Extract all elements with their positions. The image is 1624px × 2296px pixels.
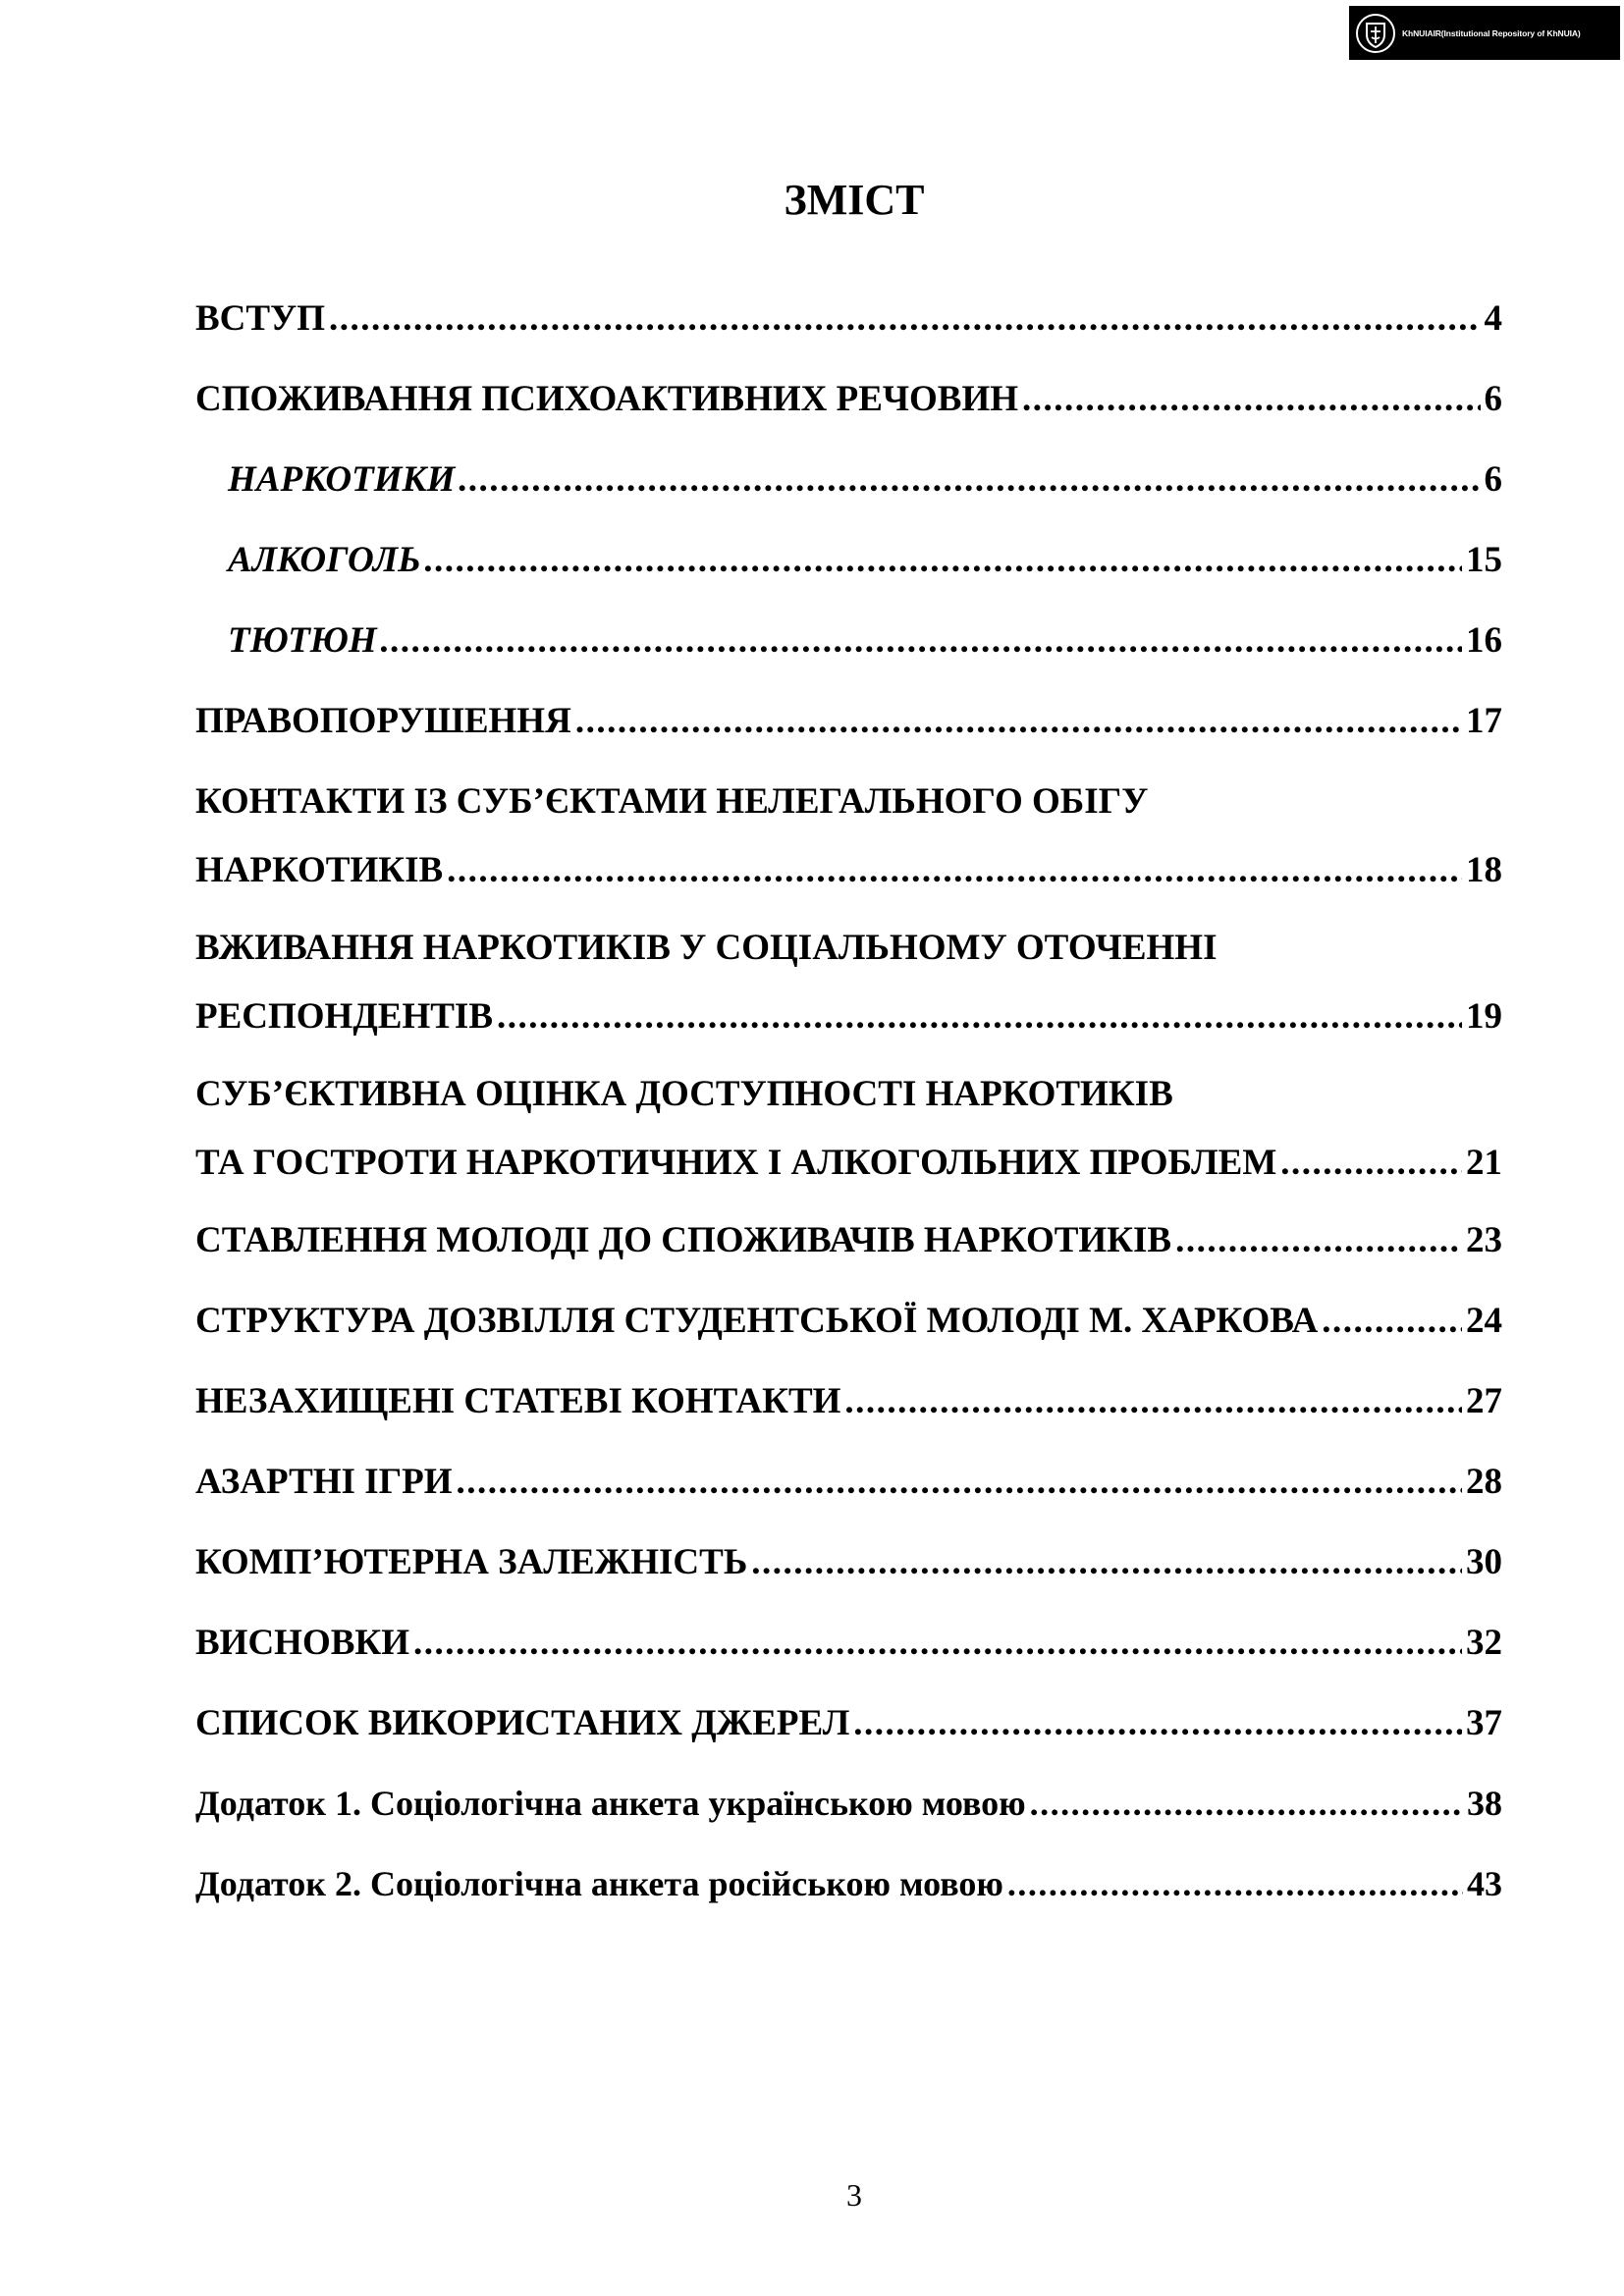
university-crest-icon	[1355, 13, 1396, 54]
toc-entry-label: АЛКОГОЛЬ	[228, 540, 421, 580]
toc-entry-page: 18	[1466, 850, 1502, 890]
toc-entry-page: 6	[1484, 459, 1502, 500]
toc-entry-conclusions[interactable]	[195, 1625, 1502, 1661]
toc-entry-label: Додаток 2. Соціологічна анкета російською мовою	[195, 1864, 1003, 1903]
toc-entry-label: ВСТУП	[195, 298, 326, 339]
dot-leader	[459, 461, 1480, 498]
toc-entry-label: ТА ГОСТРОТИ НАРКОТИЧНИХ І АЛКОГОЛЬНИХ ПРОБЛЕМ	[195, 1143, 1277, 1183]
toc-entry-page: 19	[1466, 996, 1502, 1037]
toc-entry-page: 32	[1466, 1623, 1502, 1663]
toc-entry-appendix-1[interactable]	[195, 1786, 1502, 1821]
toc-entry-page: 43	[1467, 1864, 1502, 1903]
toc-entry-page: 21	[1466, 1143, 1502, 1183]
toc-entry-offenses[interactable]	[195, 703, 1502, 739]
toc-entry-attitudes[interactable]	[195, 1222, 1502, 1258]
dot-leader	[575, 703, 1462, 739]
toc-entry-subjective-assessment[interactable]	[195, 1076, 1502, 1181]
toc-entry-label: СПИСОК ВИКОРИСТАНИХ ДЖЕРЕЛ	[195, 1703, 850, 1743]
toc-entry-label: СТРУКТУРА ДОЗВІЛЛЯ СТУДЕНТСЬКОЇ МОЛОДІ М. ХАРКОВА	[195, 1301, 1319, 1341]
toc-entry-label-line1: СУБ’ЄКТИВНА ОЦІНКА ДОСТУПНОСТІ НАРКОТИКІВ	[195, 1074, 1173, 1114]
dot-leader	[1175, 1222, 1462, 1258]
toc-entry-page: 16	[1466, 620, 1502, 661]
toc-entry-label: ТЮТЮН	[228, 620, 377, 661]
toc-entry-page: 38	[1467, 1784, 1502, 1823]
toc-entry-label: Додаток 1. Соціологічна анкета українською мовою	[195, 1784, 1026, 1823]
toc-entry-label: ПРАВОПОРУШЕННЯ	[195, 701, 571, 741]
toc-entry-label: НАРКОТИКИ	[228, 459, 456, 500]
dot-leader	[853, 1705, 1462, 1741]
toc-entry-page: 37	[1466, 1703, 1502, 1743]
toc-entry-label: НЕЗАХИЩЕНІ СТАТЕВІ КОНТАКТИ	[195, 1381, 841, 1421]
repository-badge	[1349, 6, 1620, 60]
page-number: 3	[846, 2177, 862, 2213]
repository-label: KhNUIAIR(Institutional Repository of KhNUIA)	[1402, 27, 1581, 38]
toc-entry-label: КОМП’ЮТЕРНА ЗАЛЕЖНІСТЬ	[195, 1542, 748, 1582]
dot-leader	[1007, 1866, 1463, 1901]
toc-entry-page: 27	[1466, 1381, 1502, 1421]
toc-entry-tobacco[interactable]	[228, 622, 1502, 659]
toc-entry-social-environment[interactable]	[195, 930, 1502, 1035]
dot-leader	[497, 998, 1462, 1035]
dot-leader	[1030, 1786, 1463, 1821]
dot-leader	[1322, 1303, 1462, 1339]
dot-leader	[329, 300, 1480, 337]
toc-entry-appendix-2[interactable]	[195, 1866, 1502, 1901]
dot-leader	[425, 542, 1462, 578]
toc-entry-label-line1: КОНТАКТИ ІЗ СУБ’ЄКТАМИ НЕЛЕГАЛЬНОГО ОБІГУ	[195, 781, 1149, 822]
dot-leader	[457, 1464, 1462, 1500]
toc-entry-label: РЕСПОНДЕНТІВ	[195, 996, 494, 1037]
toc-entry-page: 23	[1466, 1220, 1502, 1260]
toc-entry-references[interactable]	[195, 1705, 1502, 1741]
toc-entry-drugs[interactable]	[228, 461, 1502, 498]
dot-leader	[1022, 381, 1480, 417]
dot-leader	[751, 1544, 1462, 1580]
toc-entry-intro[interactable]	[195, 300, 1502, 337]
toc-entry-page: 4	[1484, 298, 1502, 339]
toc-entry-gambling[interactable]	[195, 1464, 1502, 1500]
toc-entry-unprotected-contacts[interactable]	[195, 1383, 1502, 1419]
dot-leader	[413, 1625, 1462, 1661]
toc-entry-label-line1: ВЖИВАННЯ НАРКОТИКІВ У СОЦІАЛЬНОМУ ОТОЧЕННІ	[195, 928, 1218, 968]
toc-entry-page: 30	[1466, 1542, 1502, 1582]
toc-entry-leisure[interactable]	[195, 1303, 1502, 1339]
toc-entry-label: ВИСНОВКИ	[195, 1623, 410, 1663]
toc-entry-label: НАРКОТИКІВ	[195, 850, 444, 890]
toc-entry-label: СПОЖИВАННЯ ПСИХОАКТИВНИХ РЕЧОВИН	[195, 379, 1019, 419]
toc-entry-page: 28	[1466, 1462, 1502, 1502]
dot-leader	[1280, 1145, 1462, 1181]
dot-leader	[381, 622, 1462, 659]
toc-entry-page: 6	[1484, 379, 1502, 419]
toc-entry-page: 17	[1466, 701, 1502, 741]
toc-entry-label: СТАВЛЕННЯ МОЛОДІ ДО СПОЖИВАЧІВ НАРКОТИКІВ	[195, 1220, 1172, 1260]
toc-entry-label: АЗАРТНІ ІГРИ	[195, 1462, 453, 1502]
toc-entry-page: 24	[1466, 1301, 1502, 1341]
toc-entry-computer-addiction[interactable]	[195, 1544, 1502, 1580]
dot-leader	[844, 1383, 1462, 1419]
toc-entry-page: 15	[1466, 540, 1502, 580]
dot-leader	[447, 852, 1462, 888]
toc-entry-alcohol[interactable]	[228, 542, 1502, 578]
toc-entry-contacts[interactable]	[195, 783, 1502, 888]
page-title: ЗМІСТ	[784, 176, 925, 224]
toc-entry-substance-use[interactable]	[195, 381, 1502, 417]
